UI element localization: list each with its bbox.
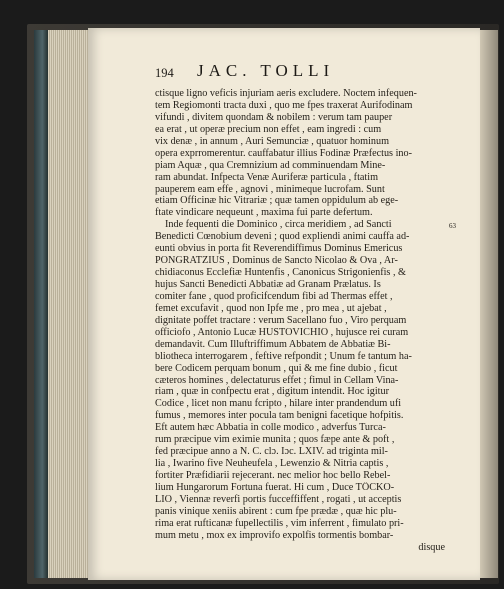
running-head: JAC. TOLLI <box>197 61 335 80</box>
text-line: rima erat rufticanæ fupellectilis , vim inferrent , fimulato pri- <box>155 517 404 529</box>
text-line: tem Regiomonti tracta duxi , quo me fpes traxerat Aurifodinam <box>155 99 413 111</box>
text-line: Eft autem hæc Abbatia in colle modico , adverfus Turca- <box>155 422 386 434</box>
text-line: lium Hungarorum Fortuna fuerat. Hi cum , Duce TÖCKO- <box>155 481 395 493</box>
text-line: Codice , licet non manu fcripto , hilare inter prandendum ufi <box>155 398 402 410</box>
text-line: piam Aquæ , qua Cremnizium ad comminuendam Mine- <box>155 159 386 171</box>
text-line: fortiter Præfidiarii rejecerant. nec melior hoc bello Rebel- <box>155 470 391 481</box>
text-line: ram abundat. Infpecta Venæ Auriferæ particula , ftatim <box>155 171 379 183</box>
text-line: hujus Sancti Benedicti Abbatiæ ad Granam Prælatus. Is <box>155 279 381 290</box>
text-line: eunti obvius in porta fit Reverendiffimus Dominus Emericus <box>155 243 403 255</box>
text-line: rum præcipue vim eximie munita ; quos fæpe ante & poft , <box>155 434 395 446</box>
text-line: femet excufavit , quod non Ipfe me , pro mea , ut ajebat , <box>155 302 387 314</box>
text-line: fumus , memores inter pocula tam benigni facetique hofpitis. <box>155 410 404 422</box>
text-line: vifundi , divitem quondam & nobilem : verum tam pauper <box>155 111 393 123</box>
body-text <box>155 88 445 554</box>
text-line: PONGRATZIUS , Dominus de Sancto Nicolao & Ova , Ar- <box>155 255 398 267</box>
right-page-edge <box>480 30 498 578</box>
page-edges <box>48 30 88 578</box>
text-line: bliotheca interrogarem , feftive refpondit ; Unum fe tantum ha- <box>155 350 412 362</box>
text-line: dignitate poffet tractare : verum Sacellano fuo , Viro perquam <box>155 314 407 326</box>
text-line: lia , Iwarino five Neuheufela , Lewenzio & Nitria captis , <box>155 458 389 470</box>
book-spine <box>34 30 48 578</box>
text-line: cæteros homines , delectaturus effet ; fimul in Cellam Vina- <box>155 374 399 386</box>
text-line: bere Codicem perquam bonum , qui & me fine dubio , ficut <box>155 362 398 374</box>
text-line: pauperem eam effe , agnovi , minimeque lucrofam. Sunt <box>155 183 385 195</box>
text-line: comiter fane , quod proficifcendum fibi ad Thermas effet , <box>155 290 393 302</box>
text-line: panis vinique xeniis abirent : cum fpe prædæ , quæ hic plu- <box>155 505 397 517</box>
text-line: Inde fequenti die Dominico , circa meridiem , ad Sancti <box>165 219 392 231</box>
text-line: disque <box>418 541 445 553</box>
text-line: Benedicti Cœnobium deveni ; quod expliendi animi cauffa ad- <box>155 231 410 243</box>
text-line: fed præcipue anno a N. C. clɔ. Iɔc. LXIV. ad triginta mil- <box>155 446 388 458</box>
text-line: ea erat , ut operæ precium non effet , eam ingredi : cum <box>155 123 382 135</box>
page-number: 194 <box>155 66 174 80</box>
text-line: LIO , Viennæ reverfi portis fucceffiffent , rogati , ut acceptis <box>155 493 402 505</box>
text-line: riam , quæ in confpectu erat , digitum intendit. Hoc igitur <box>155 386 389 398</box>
text-line: chidiaconus Ecclefiæ Huntenfis , Canonicus Strigonienfis , & <box>155 267 406 279</box>
text-line: ftate vindicare nequeunt , maxima fui parte defertum. <box>155 207 373 219</box>
text-line: ctisque ligno veficis injuriam aeris excludere. Noctem infequen- <box>155 88 417 99</box>
margin-note: 63 <box>449 222 456 230</box>
text-line: demandavit. Cum Illuftriffimum Abbatem de Abbatiæ Bi- <box>155 338 391 350</box>
text-line: etiam Officinæ hic Vitrariæ ; quæ tamen oppidulum ab ege- <box>155 195 399 207</box>
text-line: vix denæ , in annum , Auri Semunciæ , quatuor hominum <box>155 135 390 147</box>
text-line: mum metu , mox ex improvifo expolfis tormentis bombar- <box>155 529 394 541</box>
text-line: officiofo , Antonio Lucæ HUSTOVICHIO , hujusce rei curam <box>155 326 409 338</box>
text-line: opera exprromerentur. cauffabatur illius Fodinæ Præfectus ino- <box>155 147 412 159</box>
